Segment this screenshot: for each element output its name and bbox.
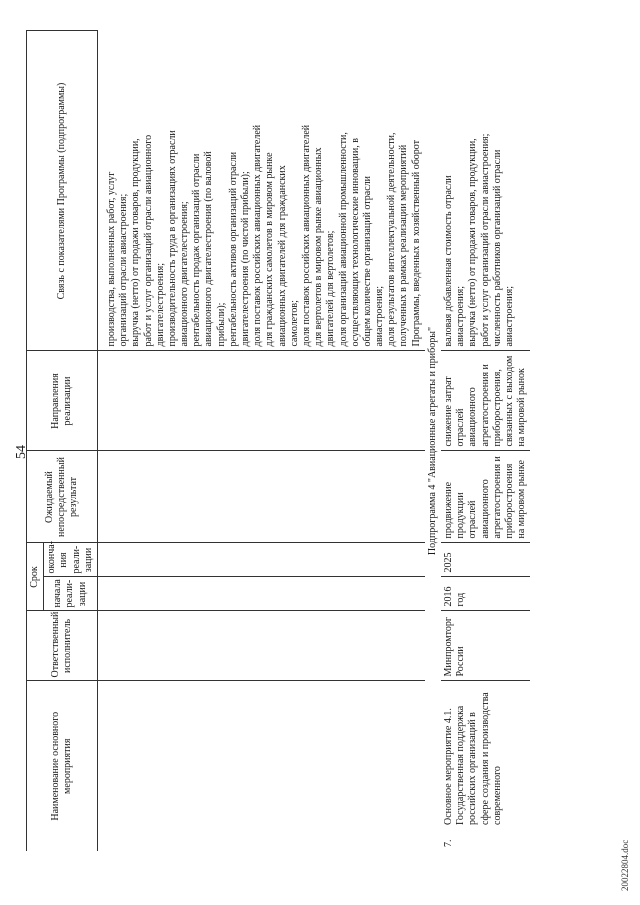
table-row: [441, 31, 530, 851]
continuation-empty-cell: [104, 351, 425, 451]
page-number: 54: [14, 445, 29, 459]
header-link: Связь с показателями Программы (подпрограммы): [27, 31, 98, 351]
indicator-line: рентабельность продаж организаций отрасли: [191, 153, 203, 347]
row-result: продвижение продукции отраслей авиационного агрегатостроения и приборостроения на мировом рынке: [441, 451, 530, 543]
table-header: [27, 31, 98, 851]
indicator-line: авиастроения;: [503, 285, 515, 347]
indicator-line: для вертолетов в мировом рынке авиационных: [313, 147, 325, 347]
indicator-line: двигателестроения;: [154, 262, 166, 347]
row-indicator-list: [443, 35, 516, 347]
row-name: Основное мероприятие 4.1. Государственная поддержка российских организаций в сфере создания и производства современного: [443, 692, 503, 825]
indicator-line: общем количестве организаций отрасли: [361, 175, 373, 347]
header-directions: Направления реализации: [27, 351, 98, 451]
indicator-line: для гражданских самолетов в мировом рынке: [264, 152, 276, 347]
indicator-line: выручка (нетто) от продажи товаров, продукции,: [130, 138, 142, 347]
row-executor: Минпромторг России: [441, 611, 530, 681]
indicator-line: производительность труда в организациях отрасли: [166, 130, 178, 347]
row-name-cell: [441, 681, 530, 851]
header-term-end: оконча-ния реали-зации: [44, 543, 98, 577]
indicator-line: доля организаций авиационной промышленности,: [337, 132, 349, 347]
indicator-line: организаций отрасли авиастроения;: [118, 193, 130, 347]
indicator-line: авиационного двигателестроения;: [179, 201, 191, 347]
document-id: 20022804.doc: [620, 839, 630, 891]
indicator-line: авиастроения;: [374, 285, 386, 347]
indicator-line: доля поставок российских авиационных двигателей: [300, 124, 312, 347]
continuation-row: [104, 31, 425, 851]
indicator-line: прибыли);: [215, 302, 227, 347]
indicator-line: авиастроения;: [455, 285, 467, 347]
continuation-link-cell: [104, 31, 425, 351]
continuation-indicator-list: [106, 35, 423, 347]
indicator-line: работ и услуг организаций отрасли авиационного: [142, 134, 154, 347]
header-term-start: начала реали-зации: [44, 577, 98, 611]
row-end: 2025: [441, 543, 530, 577]
header-term: Срок: [27, 543, 44, 611]
header-result: Ожидаемый непосредственный результат: [27, 451, 98, 543]
indicator-line: рентабельность активов организаций отрасли: [227, 151, 239, 347]
row-start: 2016 год: [441, 577, 530, 611]
indicator-line: двигателестроения (по чистой прибыли);: [240, 171, 251, 347]
continuation-empty-cell: [104, 611, 425, 681]
indicator-line: работ и услуг организаций отрасли авиастроения;: [479, 133, 491, 347]
continuation-empty-cell: [104, 543, 425, 577]
indicator-line: численность работников организаций отрасли: [491, 149, 503, 347]
row-link-cell: [441, 31, 530, 351]
row-number: 7.: [443, 839, 454, 847]
indicator-line: авиационного двигателестроения (по валовой: [203, 151, 215, 347]
indicator-line: Программы, введенных в хозяйственный оборот: [410, 139, 422, 347]
indicator-line: производства, выполненных работ, услуг: [105, 171, 117, 347]
header-executor: Ответственный исполнитель: [27, 611, 98, 681]
indicator-line: выручка (нетто) от продажи товаров, продукции,: [467, 138, 479, 347]
continuation-empty-cell: [104, 681, 425, 851]
subprogram-row: [425, 31, 441, 851]
indicator-line: авиационных двигателей для гражданских: [276, 165, 288, 347]
indicator-line: валовая добавленная стоимость отрасли: [443, 175, 454, 347]
indicator-line: самолетов;: [288, 300, 300, 347]
measures-table: [26, 31, 530, 852]
continuation-empty-cell: [104, 577, 425, 611]
indicator-line: осуществляющих технологические инновации, в: [349, 138, 361, 347]
header-name: Наименование основного мероприятия: [27, 681, 98, 851]
subprogram-title: Подпрограмма 4 "Авиационные агрегаты и приборы": [426, 326, 438, 556]
row-directions: снижение затрат отраслей авиационного агрегатостроения и приборостроения, связанных с выходом на мировой рынок: [441, 351, 530, 451]
indicator-line: доля поставок российских авиационных двигателей: [252, 124, 264, 347]
indicator-line: полученных в рамках реализации мероприятий: [398, 144, 410, 347]
indicator-line: доля результатов интеллектуальной деятельности,: [386, 132, 398, 347]
indicator-line: двигателей для вертолетов;: [325, 230, 337, 347]
continuation-empty-cell: [104, 451, 425, 543]
